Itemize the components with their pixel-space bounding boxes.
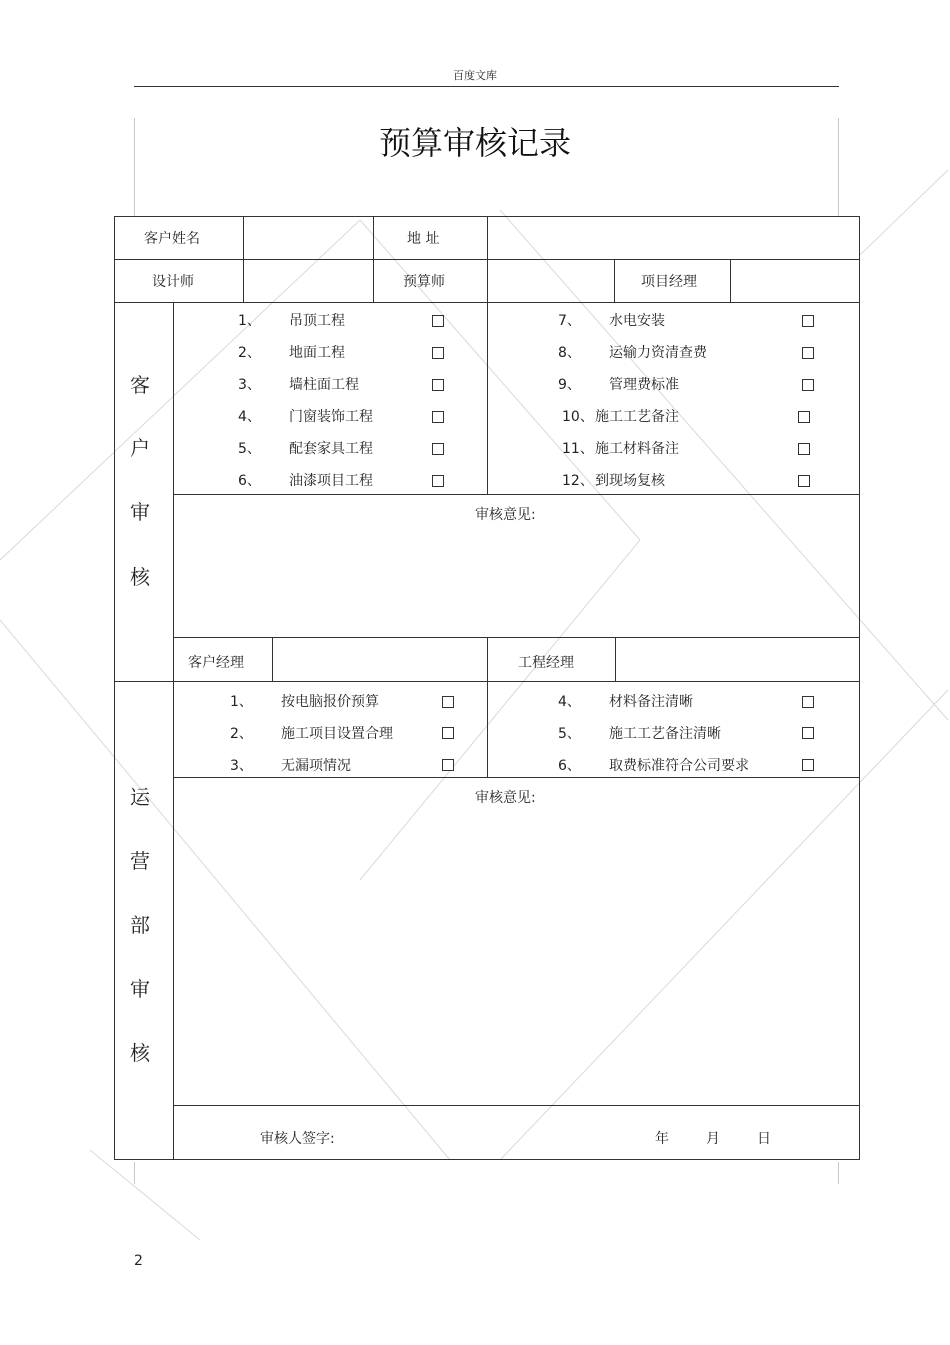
checkbox[interactable] <box>802 759 814 771</box>
checklist-number: 8、 <box>558 345 581 361</box>
checklist-number: 1、 <box>238 313 261 329</box>
checkbox[interactable] <box>432 379 444 391</box>
operations-opinion-label: 审核意见: <box>475 790 536 806</box>
checklist-number: 3、 <box>238 377 261 393</box>
checklist-item-label: 管理费标准 <box>609 377 679 393</box>
checkbox[interactable] <box>802 696 814 708</box>
checkbox[interactable] <box>802 727 814 739</box>
checklist-number: 5、 <box>558 726 581 742</box>
checkbox[interactable] <box>798 443 810 455</box>
checklist-item-label: 墙柱面工程 <box>289 377 359 393</box>
checkbox[interactable] <box>432 315 444 327</box>
checklist-number: 5、 <box>238 441 261 457</box>
checkbox[interactable] <box>802 379 814 391</box>
address-field[interactable] <box>489 218 858 258</box>
project-manager-field[interactable] <box>732 261 858 301</box>
checklist-number: 6、 <box>238 473 261 489</box>
checkbox[interactable] <box>442 727 454 739</box>
checkbox[interactable] <box>798 411 810 423</box>
checkbox[interactable] <box>802 347 814 359</box>
checklist-number: 10、 <box>562 409 594 425</box>
customer-manager-label: 客户经理 <box>188 655 244 671</box>
checklist-number: 7、 <box>558 313 581 329</box>
margin-guide-left-bottom <box>134 1162 135 1184</box>
designer-label: 设计师 <box>152 274 194 290</box>
page-title: 预算审核记录 <box>378 124 571 162</box>
checklist-item-label: 按电脑报价预算 <box>281 694 379 710</box>
checkbox[interactable] <box>802 315 814 327</box>
customer-name-field[interactable] <box>245 218 372 258</box>
checkbox[interactable] <box>432 443 444 455</box>
budgeter-label: 预算师 <box>403 274 445 290</box>
checklist-number: 12、 <box>562 473 594 489</box>
checklist-number: 1、 <box>230 694 253 710</box>
address-label: 地 址 <box>407 231 440 247</box>
signature-label: 审核人签字: <box>260 1131 335 1147</box>
checklist-item-label: 水电安装 <box>609 313 665 329</box>
checklist-number: 4、 <box>558 694 581 710</box>
checkbox[interactable] <box>442 696 454 708</box>
checkbox[interactable] <box>432 475 444 487</box>
checklist-item-label: 施工工艺备注 <box>595 409 679 425</box>
engineering-manager-label: 工程经理 <box>518 655 574 671</box>
checklist-number: 11、 <box>562 441 594 457</box>
checklist-item-label: 材料备注清晰 <box>609 694 693 710</box>
budgeter-field[interactable] <box>489 261 613 301</box>
header-rule <box>134 86 839 87</box>
checkbox[interactable] <box>432 411 444 423</box>
checklist-number: 4、 <box>238 409 261 425</box>
checkbox[interactable] <box>442 759 454 771</box>
customer-name-label: 客户姓名 <box>144 231 200 247</box>
checklist-item-label: 施工工艺备注清晰 <box>609 726 721 742</box>
checklist-number: 6、 <box>558 758 581 774</box>
checkbox[interactable] <box>432 347 444 359</box>
operations-opinion-field[interactable] <box>175 810 858 1103</box>
checklist-item-label: 到现场复核 <box>595 473 665 489</box>
page-number: 2 <box>134 1253 143 1269</box>
checklist-item-label: 施工项目设置合理 <box>281 726 393 742</box>
checklist-number: 9、 <box>558 377 581 393</box>
customer-manager-field[interactable] <box>274 639 486 680</box>
checklist-item-label: 地面工程 <box>289 345 345 361</box>
checklist-item-label: 配套家具工程 <box>289 441 373 457</box>
customer-opinion-field[interactable] <box>175 526 858 635</box>
checklist-item-label: 门窗装饰工程 <box>289 409 373 425</box>
engineering-manager-field[interactable] <box>617 639 858 680</box>
date-year-label: 年 <box>655 1131 669 1147</box>
checklist-number: 2、 <box>230 726 253 742</box>
customer-opinion-label: 审核意见: <box>475 507 536 523</box>
checklist-number: 2、 <box>238 345 261 361</box>
checklist-item-label: 无漏项情况 <box>281 758 351 774</box>
checklist-item-label: 运输力资清查费 <box>609 345 707 361</box>
margin-guide-right-bottom <box>838 1162 839 1184</box>
date-day-label: 日 <box>757 1131 771 1147</box>
checklist-item-label: 吊顶工程 <box>289 313 345 329</box>
project-manager-label: 项目经理 <box>641 274 697 290</box>
checkbox[interactable] <box>798 475 810 487</box>
checklist-number: 3、 <box>230 758 253 774</box>
date-month-label: 月 <box>706 1131 720 1147</box>
checklist-item-label: 油漆项目工程 <box>289 473 373 489</box>
checklist-item-label: 施工材料备注 <box>595 441 679 457</box>
designer-field[interactable] <box>245 261 372 301</box>
signature-field[interactable] <box>345 1110 645 1156</box>
header-source-label: 百度文库 <box>453 69 497 82</box>
checklist-item-label: 取费标准符合公司要求 <box>609 758 749 774</box>
